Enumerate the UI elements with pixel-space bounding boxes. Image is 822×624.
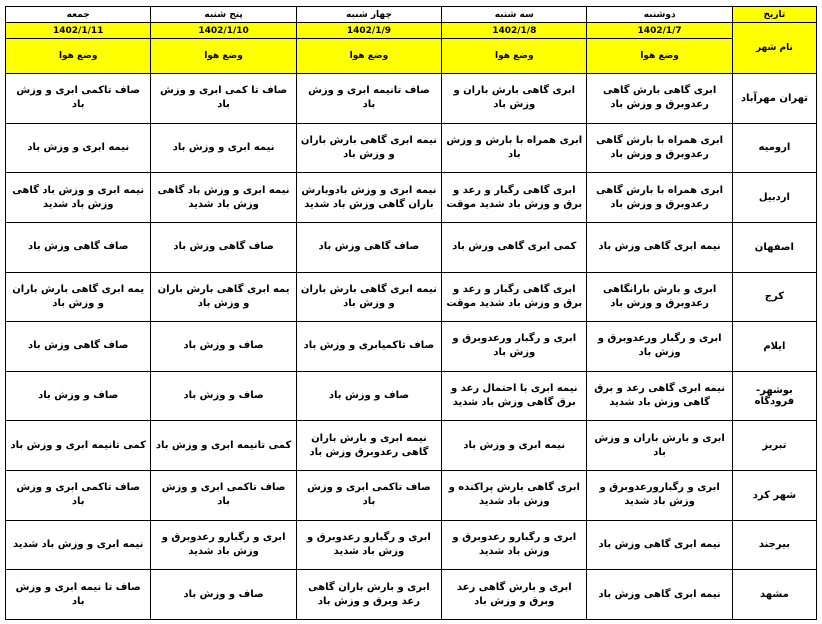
forecast-cell: صاف گاهی وزش باد — [296, 222, 441, 272]
weather-label-cell: وضع هوا — [442, 39, 587, 74]
forecast-cell: ابری و رگبارو رعدوبرق و وزش باد شدید — [151, 520, 296, 570]
forecast-cell: ابری گاهی بارش گاهی رعدوبرق و وزش باد — [587, 74, 732, 124]
forecast-cell: ابری گاهی رگبار و رعد و برق و وزش باد شدید موقت — [442, 272, 587, 322]
forecast-cell: ابری همراه با بارش و وزش باد — [442, 123, 587, 173]
forecast-cell: ابری گاهی رگبار و رعد و برق و وزش باد شدید موقت — [442, 173, 587, 223]
forecast-cell: صاف تاکمی ابری و وزش باد — [6, 74, 151, 124]
dates-row — [6, 23, 817, 39]
forecast-cell: نیمه ابری گاهی وزش باد — [587, 520, 732, 570]
date-cell: 1402/1/9 — [296, 23, 441, 39]
forecast-cell: نیمه ابری و وزش باد — [442, 421, 587, 471]
forecast-cell: صاف گاهی وزش باد — [6, 222, 151, 272]
weather-label-cell: وضع هوا — [151, 39, 296, 74]
day-name-cell: جمعه — [6, 7, 151, 23]
forecast-cell: ابری و رگبارو رعدوبرق و وزش باد شدید — [442, 520, 587, 570]
forecast-cell: نیمه ابری و وزش باد — [151, 123, 296, 173]
forecast-cell: نیمه ابری و وزش باد شدید — [6, 520, 151, 570]
table-row — [6, 74, 817, 124]
city-name: ارومیه — [732, 123, 816, 173]
date-cell: 1402/1/7 — [587, 23, 732, 39]
forecast-cell: صاف و وزش باد — [151, 570, 296, 620]
forecast-cell: ابری گاهی بارش باران و وزش باد — [442, 74, 587, 124]
city-name: بیرجند — [732, 520, 816, 570]
table-row — [6, 471, 817, 521]
date-cell: 1402/1/11 — [6, 23, 151, 39]
city-name: اردبیل — [732, 173, 816, 223]
city-name: تهران مهرآباد — [732, 74, 816, 124]
forecast-cell: نیمه ابری و وزش باد گاهی وزش باد شدید — [6, 173, 151, 223]
forecast-cell: ابری و رگبار ورعدوبرق و وزش باد — [587, 322, 732, 372]
forecast-cell: ابری همراه با بارش گاهی رعدوبرق و وزش باد — [587, 123, 732, 173]
forecast-cell: صاف تاکمی ابری و وزش باد — [296, 471, 441, 521]
table-row — [6, 520, 817, 570]
weather-label-cell: وضع هوا — [296, 39, 441, 74]
table-row — [6, 421, 817, 471]
table-row — [6, 222, 817, 272]
date-cell: 1402/1/8 — [442, 23, 587, 39]
forecast-cell: ابری گاهی بارش پراکنده و وزش باد شدید — [442, 471, 587, 521]
forecast-cell: کمی تانیمه ابری و وزش باد — [6, 421, 151, 471]
table-row — [6, 570, 817, 620]
forecast-cell: نیمه ابری گاهی رعد و برق گاهی وزش باد شدید — [587, 371, 732, 421]
forecast-cell: کمی ابری گاهی وزش باد — [442, 222, 587, 272]
day-name-cell: پنج شنبه — [151, 7, 296, 23]
weather-label-row — [6, 39, 817, 74]
day-names-row — [6, 7, 817, 23]
table-row — [6, 173, 817, 223]
table-row — [6, 371, 817, 421]
table-header — [6, 7, 817, 74]
forecast-cell: صاف و وزش باد — [151, 322, 296, 372]
forecast-cell: نیمه ابری و وزش باد گاهی وزش باد شدید — [151, 173, 296, 223]
forecast-cell: صاف گاهی وزش باد — [6, 322, 151, 372]
forecast-cell: ابری و رگبارو رعدوبرق و وزش باد شدید — [296, 520, 441, 570]
forecast-cell: نیمه ابری با احتمال رعد و برق گاهی وزش باد شدید — [442, 371, 587, 421]
city-name: اصفهان — [732, 222, 816, 272]
city-name: شهر کرد — [732, 471, 816, 521]
forecast-cell: ابری و بارش گاهی رعد وبرق و وزش باد — [442, 570, 587, 620]
forecast-cell: ابری و رگبارورعدوبرق و وزش باد شدید — [587, 471, 732, 521]
forecast-cell: نیمه ابری گاهی بارش باران و وزش باد — [296, 272, 441, 322]
forecast-cell: نیمه ابری گاهی وزش باد — [587, 222, 732, 272]
forecast-cell: نیمه ابری گاهی بارش باران و وزش باد — [296, 123, 441, 173]
table-row — [6, 123, 817, 173]
forecast-cell: صاف و وزش باد — [296, 371, 441, 421]
date-label-cell: تاریخ — [732, 7, 816, 23]
forecast-cell: صاف تانیمه ابری و وزش باد — [296, 74, 441, 124]
weather-forecast-table — [5, 6, 817, 620]
forecast-cell: صاف و وزش باد — [6, 371, 151, 421]
day-name-cell: چهار شنبه — [296, 7, 441, 23]
weather-label-cell: وضع هوا — [587, 39, 732, 74]
forecast-cell: ابری و رگبار ورعدوبرق و وزش باد — [442, 322, 587, 372]
forecast-cell: صاف تا کمی ابری و وزش باد — [151, 74, 296, 124]
table-row — [6, 272, 817, 322]
day-name-cell: دوشنبه — [587, 7, 732, 23]
forecast-cell: یمه ابری گاهی بارش باران و وزش باد — [6, 272, 151, 322]
forecast-cell: ابری و بارش باران گاهی رعد وبرق و وزش باد — [296, 570, 441, 620]
forecast-cell: نیمه ابری و وزش بادوبارش باران گاهی وزش باد شدید — [296, 173, 441, 223]
city-name: مشهد — [732, 570, 816, 620]
city-name: کرج — [732, 272, 816, 322]
date-cell: 1402/1/10 — [151, 23, 296, 39]
city-name: بوشهر- فرودگاه — [732, 371, 816, 421]
forecast-cell: کمی تانیمه ابری و وزش باد — [151, 421, 296, 471]
forecast-cell: صاف گاهی وزش باد — [151, 222, 296, 272]
forecast-cell: صاف تا نیمه ابری و وزش باد — [6, 570, 151, 620]
table-row — [6, 322, 817, 372]
forecast-rows — [6, 74, 817, 620]
forecast-cell: ابری و بارش باران و وزش باد — [587, 421, 732, 471]
forecast-cell: یمه ابری گاهی بارش باران و وزش باد — [151, 272, 296, 322]
city-name-header: نام شهر — [732, 23, 816, 74]
city-name: تبریز — [732, 421, 816, 471]
weather-label-cell: وضع هوا — [6, 39, 151, 74]
forecast-cell: ابری همراه با بارش گاهی رعدوبرق و وزش باد — [587, 173, 732, 223]
forecast-cell: صاف تاکمی ابری و وزش باد — [151, 471, 296, 521]
day-name-cell: سه شنبه — [442, 7, 587, 23]
forecast-cell: صاف تاکمیابری و وزش باد — [296, 322, 441, 372]
forecast-cell: نیمه ابری گاهی وزش باد — [587, 570, 732, 620]
forecast-cell: نیمه ابری و بارش باران گاهی رعدوبرق وزش باد — [296, 421, 441, 471]
city-name: ایلام — [732, 322, 816, 372]
forecast-cell: صاف و وزش باد — [151, 371, 296, 421]
forecast-cell: صاف تاکمی ابری و وزش باد — [6, 471, 151, 521]
forecast-cell: نیمه ابری و وزش باد — [6, 123, 151, 173]
forecast-cell: ابری و بارش بارانگاهی رعدوبرق و وزش باد — [587, 272, 732, 322]
